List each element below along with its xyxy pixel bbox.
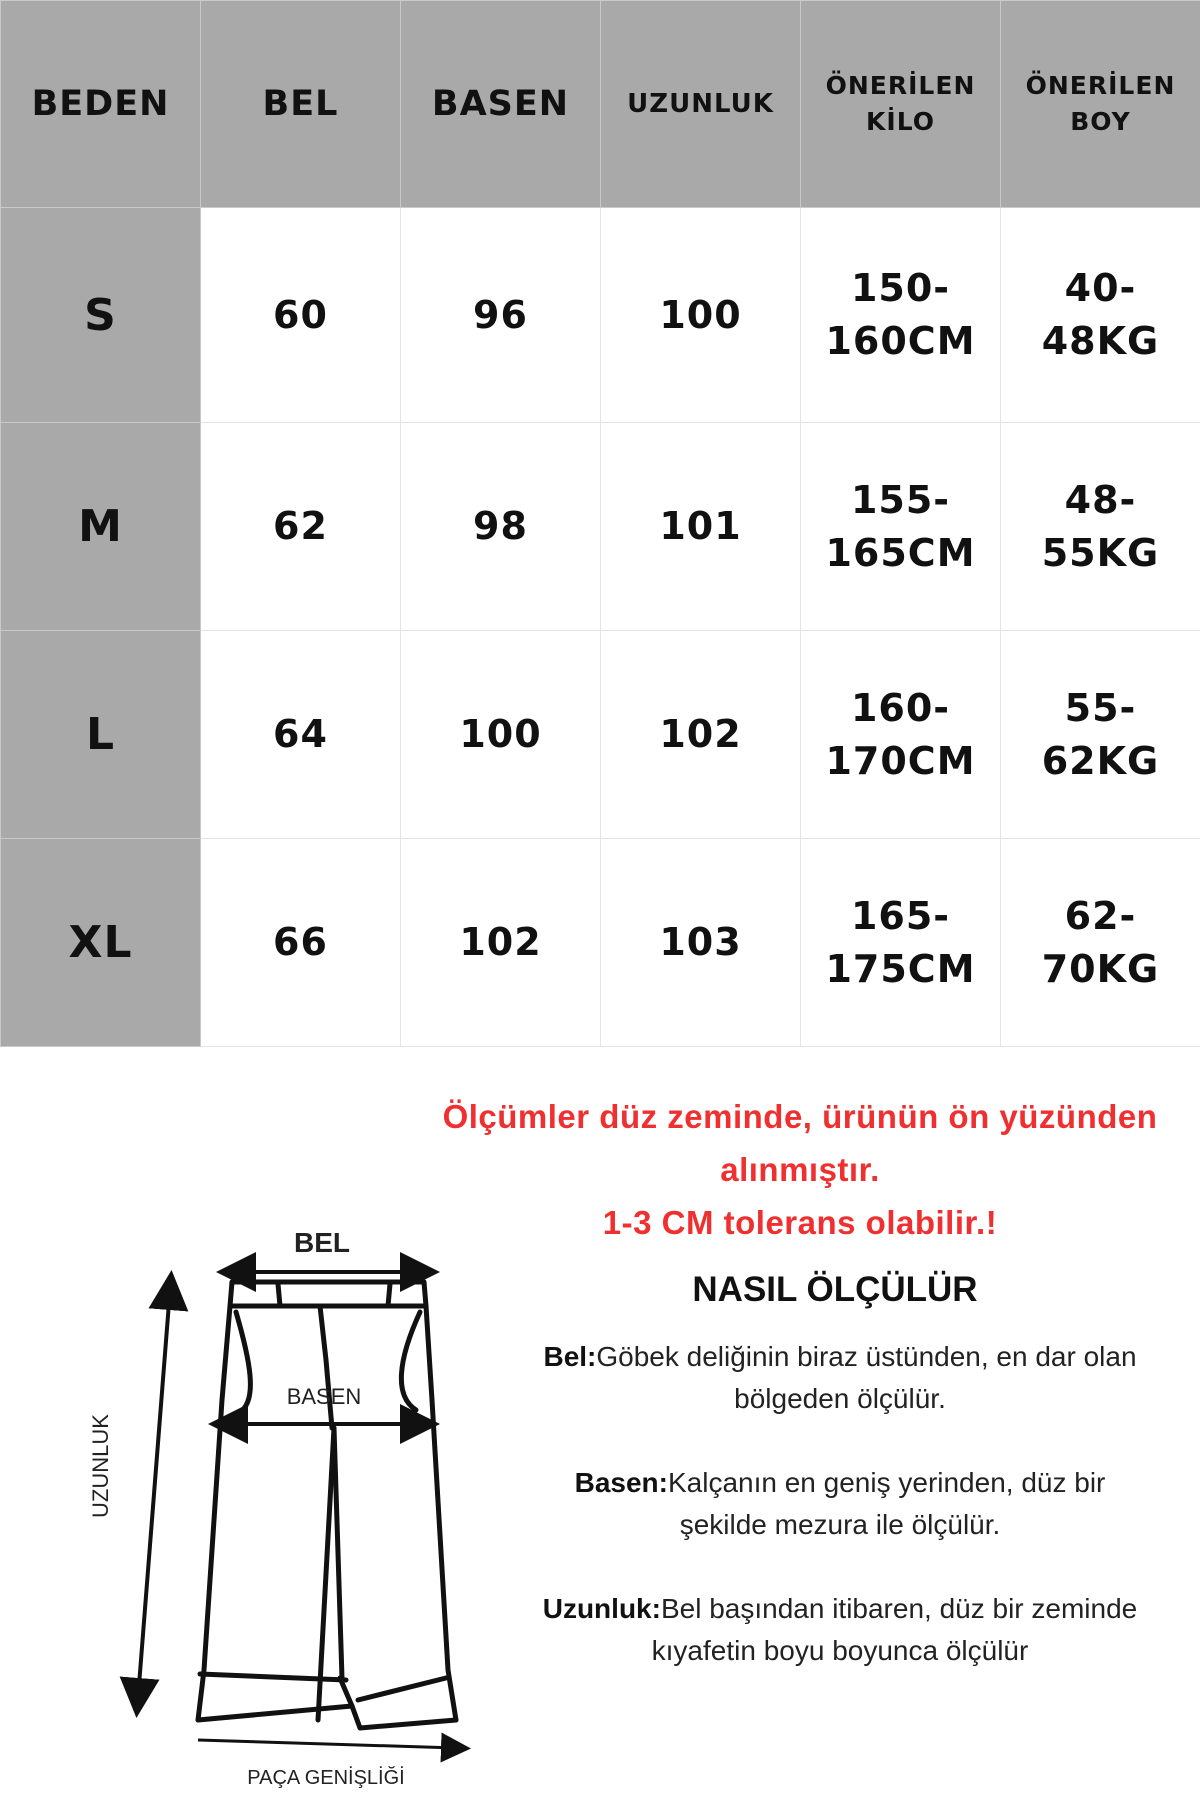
how-to-measure-title: NASIL ÖLÇÜLÜR — [692, 1270, 978, 1309]
length-instruction-line1: Bel başından itibaren, düz bir zeminde — [660, 1593, 1138, 1624]
header-recommended-kilo — [801, 1, 1001, 208]
height-cell-line1: 150- — [850, 266, 951, 310]
hem-width-arrow — [198, 1740, 456, 1748]
header-recommended-boy — [1001, 1, 1200, 208]
measurement-note — [420, 1090, 1180, 1249]
table-row — [1, 839, 1200, 1047]
weight-cell — [1001, 208, 1200, 423]
hip-instruction — [510, 1462, 1170, 1546]
height-cell-line1: 155- — [850, 477, 951, 522]
waist-cell: 60 — [201, 208, 401, 423]
waist-instruction — [510, 1336, 1170, 1420]
waist-cell: 64 — [201, 631, 401, 839]
size-cell: S — [1, 208, 201, 423]
pants-measurement-diagram — [0, 1200, 520, 1800]
weight-cell — [1001, 631, 1200, 839]
table-header-row — [1, 1, 1200, 208]
size-cell: M — [1, 423, 201, 631]
hip-term: Basen: — [574, 1467, 668, 1498]
hem-width-label: PAÇA GENİŞLİĞİ — [247, 1767, 405, 1789]
weight-cell-line1: 62- — [1064, 893, 1137, 938]
waist-instruction-line1: Göbek deliğinin biraz üstünden, en dar olan — [596, 1341, 1137, 1372]
weight-cell-line2: 62KG — [1041, 738, 1160, 783]
header-recommended-boy-line2: BOY — [1070, 107, 1131, 136]
height-cell — [801, 208, 1001, 423]
table-row — [1, 208, 1200, 423]
length-label: UZUNLUK — [88, 1414, 113, 1518]
waist-instruction-line2: bölgeden ölçülür. — [734, 1383, 946, 1414]
header-size: BEDEN — [1, 1, 201, 208]
table-row — [1, 631, 1200, 839]
hip-cell: 100 — [401, 631, 601, 839]
length-term: Uzunluk: — [542, 1593, 661, 1624]
measurement-note-line2: alınmıştır. — [720, 1151, 880, 1188]
length-cell: 102 — [601, 631, 801, 839]
length-instruction-line2: kıyafetin boyu boyunca ölçülür — [651, 1635, 1029, 1666]
size-cell: L — [1, 631, 201, 839]
pants-icon — [198, 1282, 456, 1728]
weight-cell-line2: 70KG — [1041, 946, 1160, 991]
hip-cell: 98 — [401, 423, 601, 631]
measurement-note-line1: Ölçümler düz zeminde, ürünün ön yüzünden — [442, 1098, 1158, 1135]
height-cell-line1: 160- — [850, 685, 951, 730]
weight-cell — [1001, 839, 1200, 1047]
length-arrow — [138, 1290, 170, 1698]
length-instruction — [510, 1588, 1170, 1672]
header-recommended-kilo-line1: ÖNERİLEN — [825, 71, 976, 100]
weight-cell-line1: 48- — [1064, 477, 1137, 522]
waist-cell: 66 — [201, 839, 401, 1047]
header-length: UZUNLUK — [601, 1, 801, 208]
hip-label: BASEN — [286, 1384, 362, 1409]
table-row — [1, 423, 1200, 631]
waist-label: BEL — [294, 1227, 350, 1258]
height-cell-line2: 160CM — [825, 319, 976, 363]
waist-term: Bel: — [543, 1341, 597, 1372]
header-hip: BASEN — [401, 1, 601, 208]
height-cell — [801, 839, 1001, 1047]
height-cell — [801, 423, 1001, 631]
weight-cell-line1: 40- — [1064, 266, 1137, 310]
weight-cell — [1001, 423, 1200, 631]
length-cell: 103 — [601, 839, 801, 1047]
hip-instruction-line2: şekilde mezura ile ölçülür. — [679, 1509, 1001, 1540]
header-waist: BEL — [201, 1, 401, 208]
length-cell: 101 — [601, 423, 801, 631]
tolerance-note: 1-3 CM tolerans olabilir.! — [602, 1204, 998, 1241]
height-cell-line2: 165CM — [825, 530, 976, 575]
waist-cell: 62 — [201, 423, 401, 631]
hip-cell: 102 — [401, 839, 601, 1047]
header-recommended-boy-line1: ÖNERİLEN — [1025, 71, 1176, 100]
weight-cell-line2: 48KG — [1041, 319, 1160, 363]
height-cell-line2: 170CM — [825, 738, 976, 783]
size-cell: XL — [1, 839, 201, 1047]
height-cell-line2: 175CM — [825, 946, 976, 991]
hip-cell: 96 — [401, 208, 601, 423]
height-cell — [801, 631, 1001, 839]
header-recommended-kilo-line2: KİLO — [866, 107, 935, 136]
weight-cell-line1: 55- — [1064, 685, 1137, 730]
height-cell-line1: 165- — [850, 893, 951, 938]
weight-cell-line2: 55KG — [1041, 530, 1160, 575]
length-cell: 100 — [601, 208, 801, 423]
hip-instruction-line1: Kalçanın en geniş yerinden, düz bir — [667, 1467, 1106, 1498]
